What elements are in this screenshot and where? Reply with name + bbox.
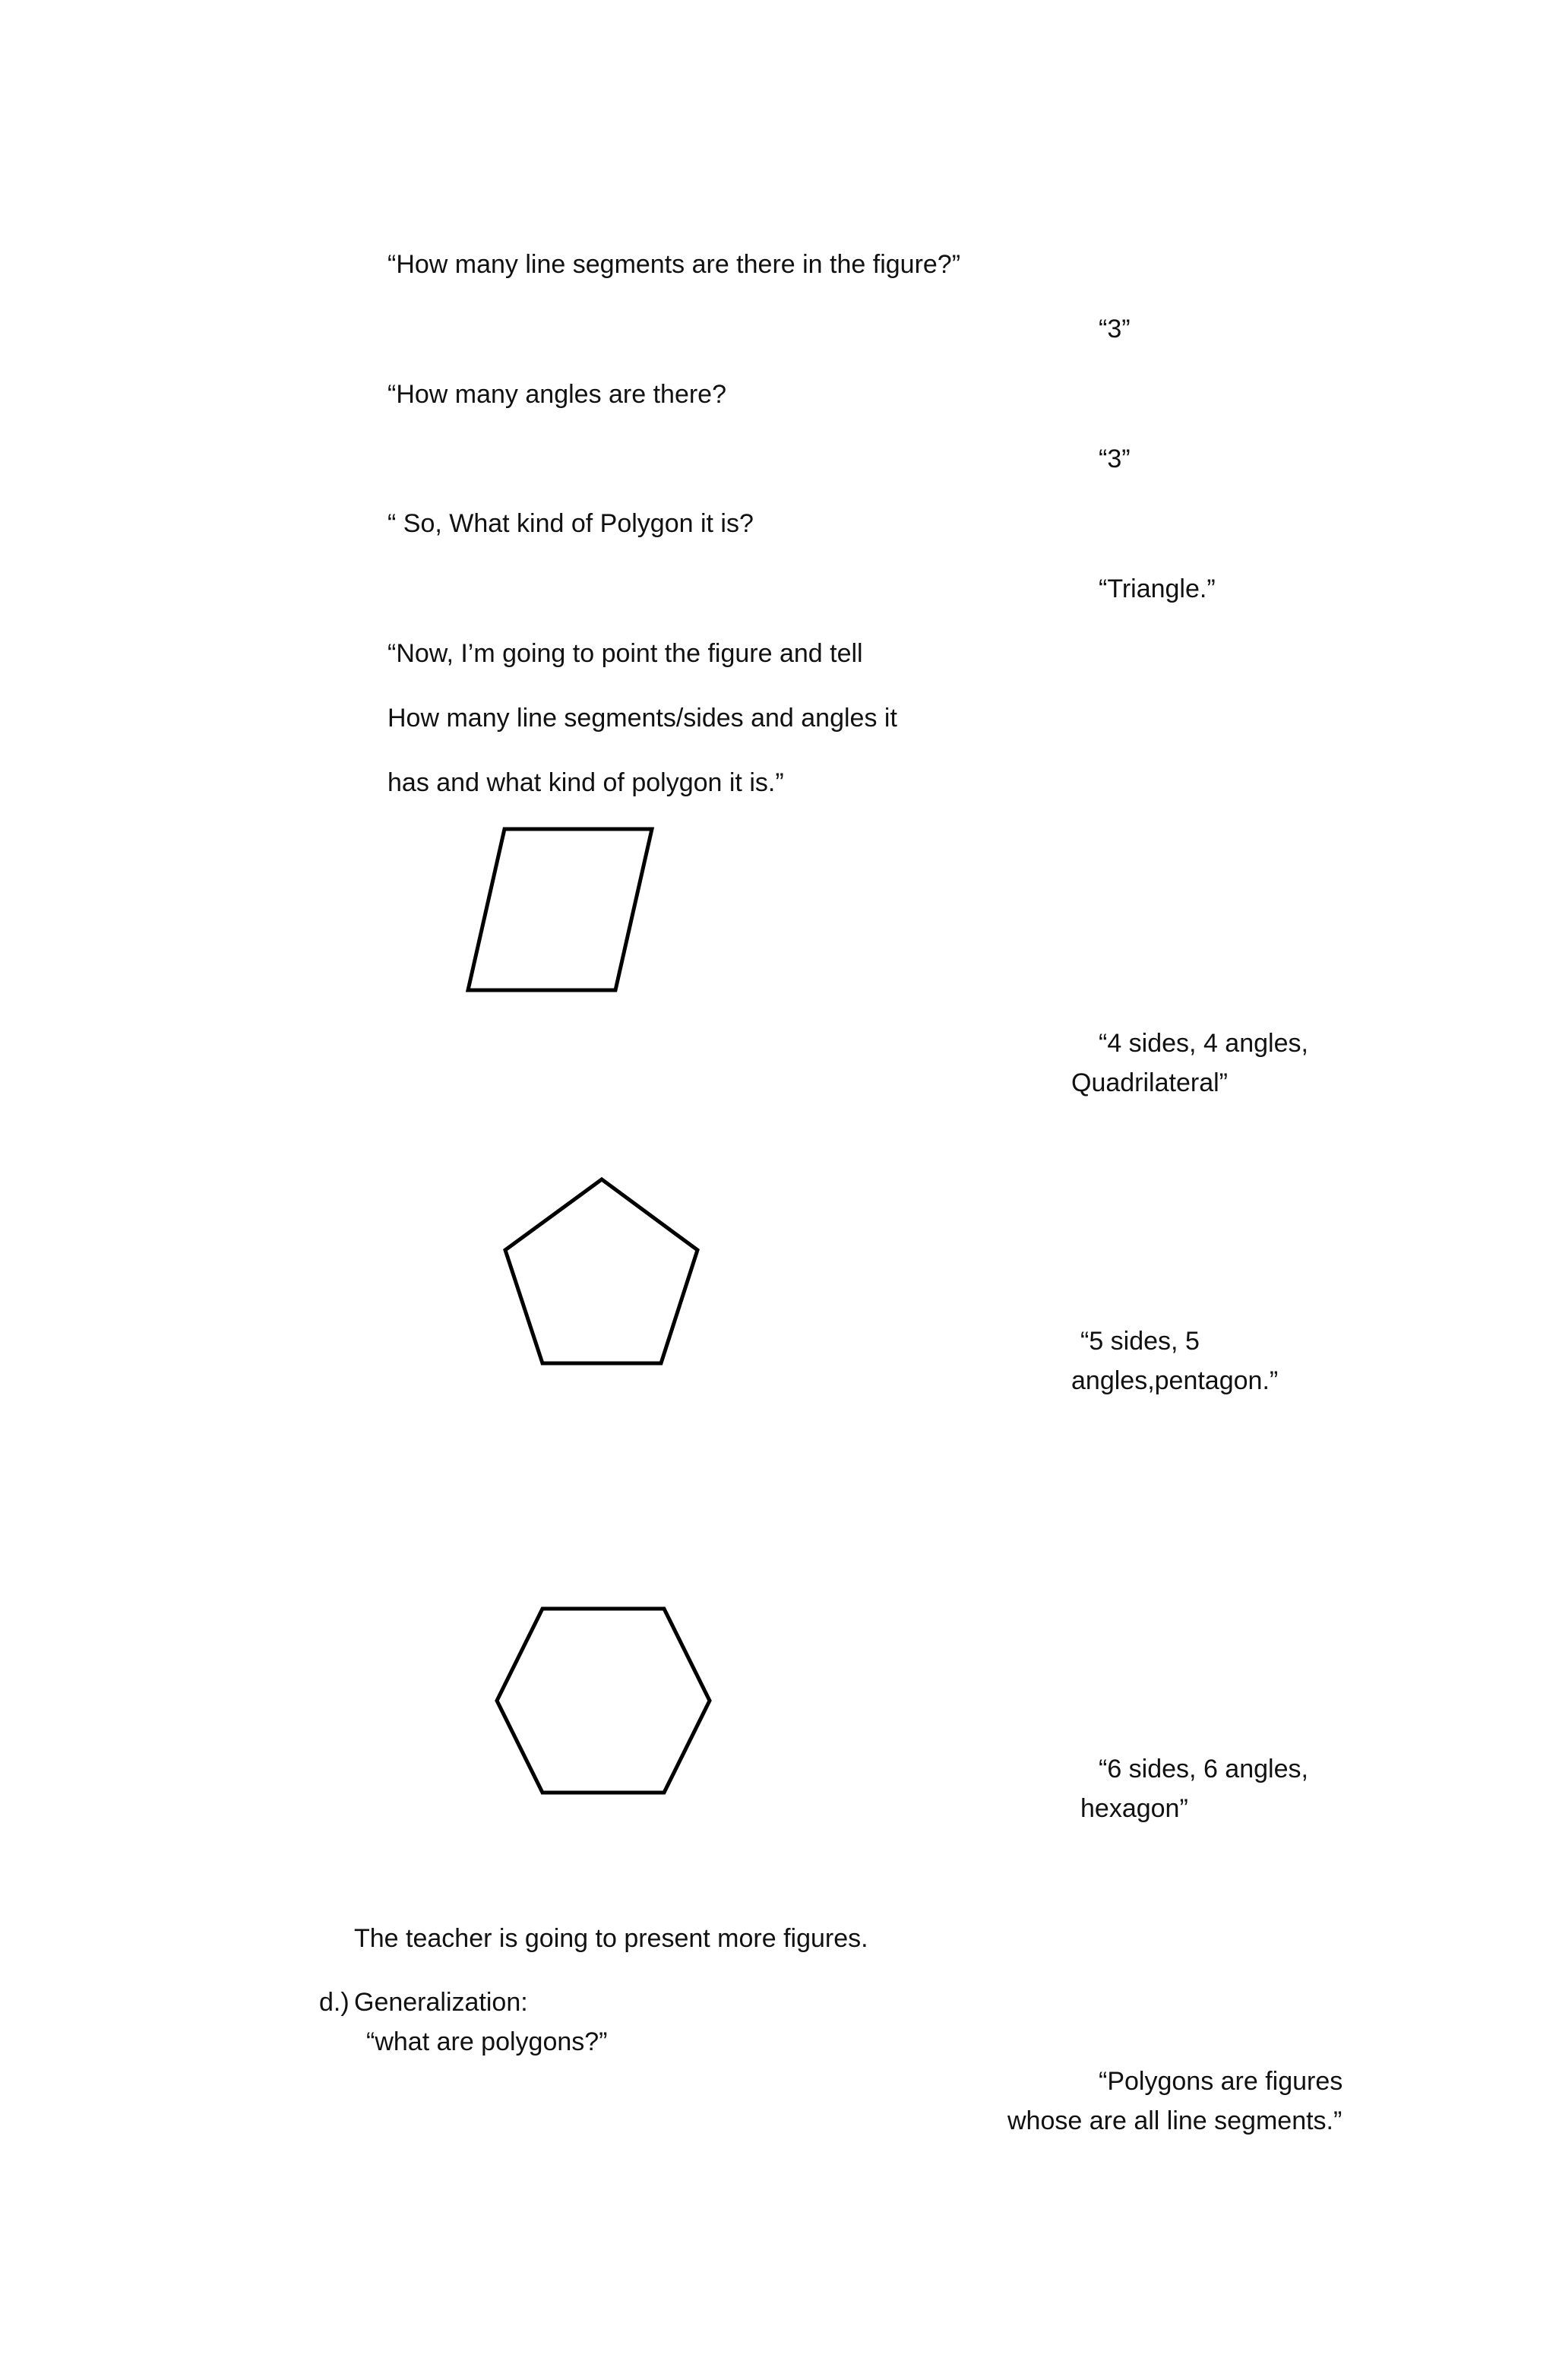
teacher-instruction-line-2: How many line segments/sides and angles it [387,704,897,733]
generalization-marker: d.) [319,1988,349,2017]
student-answer-hexagon-line-1: “6 sides, 6 angles, [1099,1755,1308,1783]
teacher-question-angles: “How many angles are there? [387,380,727,409]
student-answer-angles: “3” [1099,445,1131,473]
student-answer-quadrilateral-line-1: “4 sides, 4 angles, [1099,1029,1308,1058]
teacher-question-line-segments: “How many line segments are there in the figure?” [387,250,961,279]
student-answer-quadrilateral-line-2: Quadrilateral” [1071,1068,1228,1097]
generalization-title: Generalization: [354,1988,528,2017]
student-answer-pentagon-line-2: angles,pentagon.” [1071,1366,1279,1395]
student-answer-pentagon-line-1: “5 sides, 5 [1080,1327,1200,1356]
generalization-question: “what are polygons?” [366,2027,608,2056]
student-answer-line-segments: “3” [1099,315,1131,343]
teacher-question-polygon-kind: “ So, What kind of Polygon it is? [387,509,754,538]
teacher-instruction-line-1: “Now, I’m going to point the figure and tell [387,639,863,668]
student-answer-polygons-line-2: whose are all line segments.” [1007,2106,1343,2135]
student-answer-hexagon-line-2: hexagon” [1080,1794,1188,1823]
teacher-instruction-line-3: has and what kind of polygon it is.” [387,768,784,797]
student-answer-triangle: “Triangle.” [1099,574,1216,603]
teacher-more-figures-note: The teacher is going to present more figures. [354,1924,868,1953]
student-answer-polygons-line-1: “Polygons are figures [1099,2067,1343,2096]
